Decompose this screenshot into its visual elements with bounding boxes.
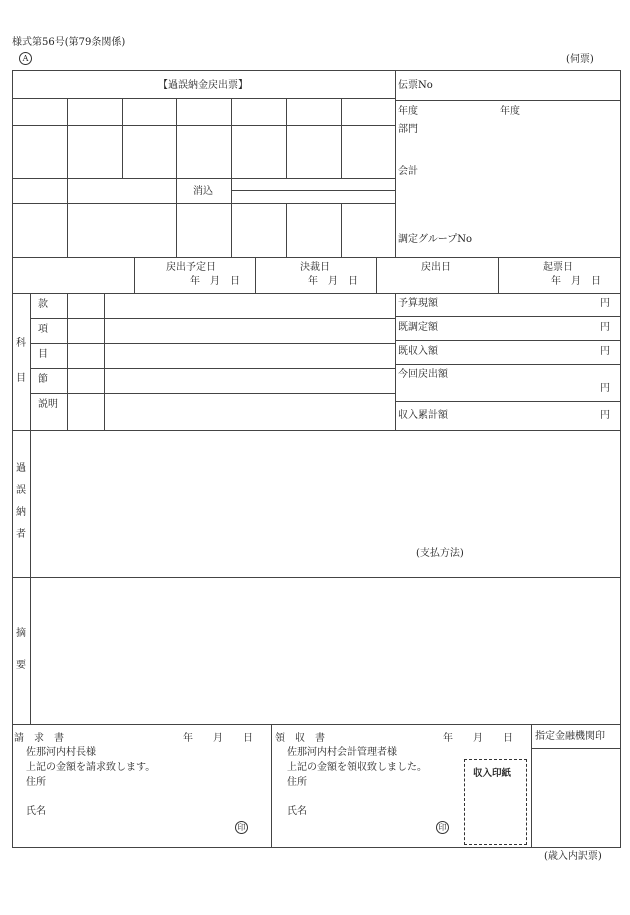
payer-label-char-2: 誤 [16, 485, 26, 496]
receipt-title: 領 収 書 [275, 733, 325, 744]
cumulative-label: 収入累計額 [398, 410, 448, 421]
cumulative-yen: 円 [600, 410, 610, 421]
assessment-group-label: 調定グループNo [398, 234, 472, 245]
bank-seal-label: 指定金融機関印 [535, 731, 605, 742]
accounting-label: 会計 [398, 166, 418, 177]
decision-label: 決裁日 [300, 262, 330, 273]
invoice-date: 年 月 日 [183, 733, 253, 744]
invoice-body: 上記の金額を請求致します。 [26, 762, 156, 773]
slip-no-label: 伝票No [398, 80, 433, 91]
invoice-seal-mark: 印 [235, 821, 248, 834]
receipt-address-label: 住所 [287, 777, 307, 788]
receipt-body: 上記の金額を領収致しました。 [287, 762, 427, 773]
form-number: 様式第56号(第79条関係) [12, 37, 126, 48]
decision-ymd: 年 月 日 [308, 276, 358, 287]
revenue-stamp-label: 収入印紙 [473, 768, 512, 779]
form-frame [12, 70, 621, 848]
received-label: 既収入額 [398, 346, 438, 357]
this-return-label: 今回戻出額 [398, 369, 448, 380]
issue-date-label: 起票日 [543, 262, 573, 273]
copy-type-bottom: (歳入内訳票) [544, 851, 602, 862]
planned-return-label: 戻出予定日 [166, 262, 216, 273]
summary-label-char-1: 摘 [16, 628, 26, 639]
subject-row-setsu: 節 [38, 374, 48, 385]
revenue-stamp-box [464, 759, 527, 845]
subject-label-char-1: 科 [16, 338, 26, 349]
payer-label-char-1: 過 [16, 463, 26, 474]
invoice-name-label: 氏名 [26, 806, 46, 817]
receipt-date: 年 月 日 [443, 733, 513, 744]
this-return-yen: 円 [600, 383, 610, 394]
circle-mark: A [19, 52, 32, 65]
return-date-label: 戻出日 [421, 262, 451, 273]
received-yen: 円 [600, 346, 610, 357]
receipt-seal-mark: 印 [436, 821, 449, 834]
budget-label: 予算現額 [398, 298, 438, 309]
copy-type-top: (伺票) [566, 54, 594, 65]
subject-row-explanation: 説明 [38, 399, 58, 410]
issue-date-ymd: 年 月 日 [551, 276, 601, 287]
receipt-addressee: 佐那河内村会計管理者様 [287, 747, 397, 758]
assessed-label: 既調定額 [398, 322, 438, 333]
planned-return-ymd: 年 月 日 [190, 276, 240, 287]
payer-label-char-3: 納 [16, 507, 26, 518]
invoice-title: 請 求 書 [14, 733, 64, 744]
subject-label-char-2: 目 [16, 373, 26, 384]
subject-row-moku: 目 [38, 349, 48, 360]
subject-row-kan: 款 [38, 299, 48, 310]
year-label-2: 年度 [500, 106, 520, 117]
invoice-addressee: 佐那河内村長様 [26, 747, 96, 758]
budget-yen: 円 [600, 298, 610, 309]
invoice-address-label: 住所 [26, 777, 46, 788]
year-label: 年度 [398, 106, 418, 117]
form-title: 【過誤納金戻出票】 [158, 80, 248, 91]
receipt-name-label: 氏名 [287, 806, 307, 817]
assessed-yen: 円 [600, 322, 610, 333]
summary-label-char-2: 要 [16, 660, 26, 671]
payer-label-char-4: 者 [16, 529, 26, 540]
cancel-label: 消込 [193, 186, 213, 197]
department-label: 部門 [398, 124, 418, 135]
subject-row-kou: 項 [38, 324, 48, 335]
payment-method-label: (支払方法) [416, 548, 464, 559]
